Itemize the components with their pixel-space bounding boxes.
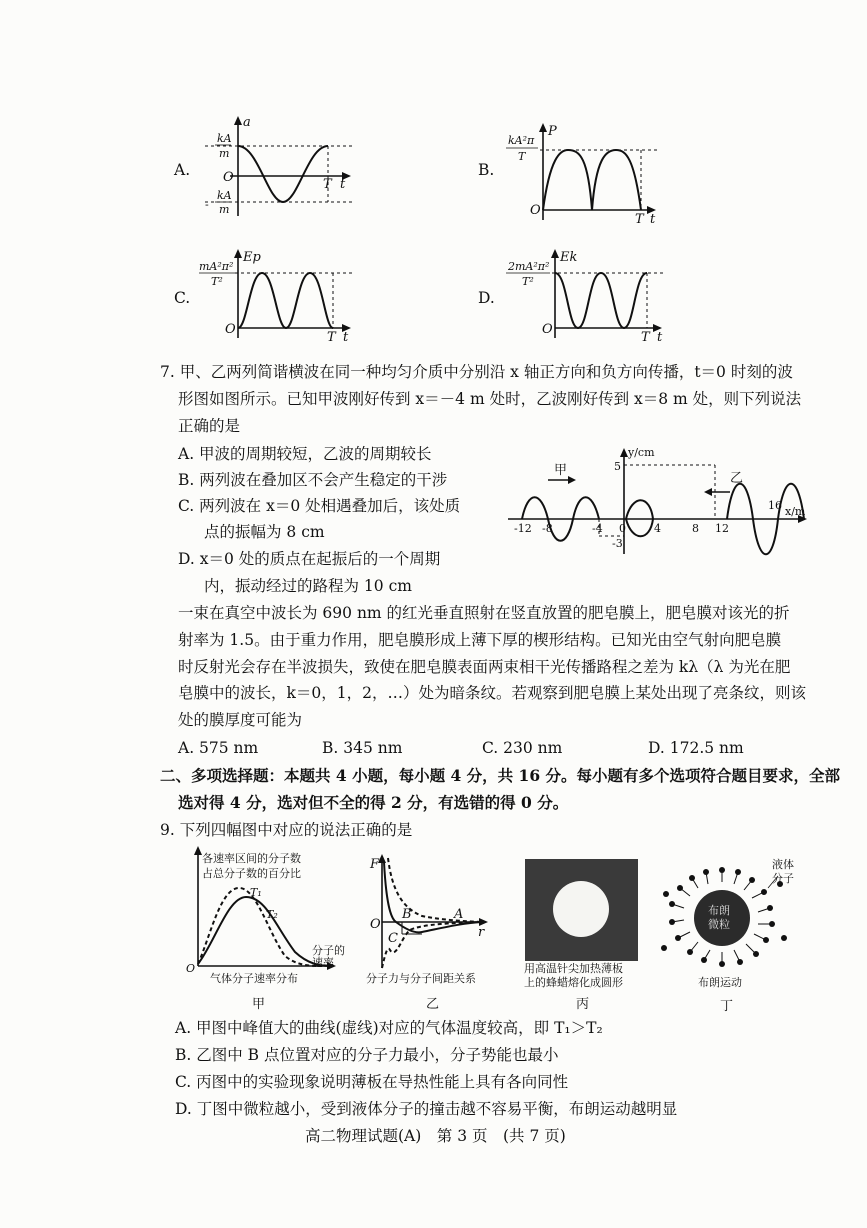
tick-0: 0 <box>619 522 626 535</box>
jia-T1: T₁ <box>250 886 262 899</box>
q8-option-b: B. 345 nm <box>322 739 403 757</box>
graph-option-d <box>500 244 675 344</box>
bing-caption2: 上的蜂蜡熔化成圆形 <box>524 976 623 989</box>
tick-16: 16 <box>768 499 782 512</box>
q7-stem-line1: 7. 甲、乙两列简谐横波在同一种均匀介质中分别沿 x 轴正方向和负方向传播，t＝0 时刻的波 <box>160 363 793 381</box>
top-den: T <box>518 150 526 163</box>
tick-y-neg3: -3 <box>612 537 623 550</box>
top-den: T² <box>211 275 223 288</box>
yi-B: B <box>402 907 412 922</box>
axis-p: P <box>548 124 557 139</box>
bottom-den: m <box>219 203 230 216</box>
axis-a: a <box>243 115 251 130</box>
top-num: kA²π <box>508 134 535 147</box>
tick-8: 8 <box>692 522 699 535</box>
label-T: T <box>641 330 650 344</box>
label-t: t <box>340 177 346 192</box>
axis-ep: Ep <box>243 250 261 265</box>
q8-option-c: C. 230 nm <box>482 739 563 757</box>
label-T: T <box>327 330 336 344</box>
q7-option-b: B. 两列波在叠加区不会产生稳定的干涉 <box>178 471 448 489</box>
ding-name: 丁 <box>720 999 734 1014</box>
bing-name: 丙 <box>576 997 590 1012</box>
tick-neg12: -12 <box>514 522 532 535</box>
jia-origin: O <box>186 962 196 975</box>
option-b-label: B. <box>478 161 495 179</box>
jia-ylabel2: 占总分子数的百分比 <box>202 867 301 880</box>
graph-option-a <box>195 112 365 222</box>
ding-liquid2: 分子 <box>772 872 794 885</box>
q8-stem-line5: 处的膜厚度可能为 <box>178 711 303 729</box>
jia-T2: T₂ <box>266 908 278 921</box>
yi-caption: 分子力与分子间距关系 <box>366 972 476 985</box>
jia-xlabel1: 分子的 <box>312 944 345 957</box>
wave-graph <box>500 442 820 560</box>
ding-particle1: 布朗 <box>708 904 730 917</box>
jia-name: 甲 <box>252 997 266 1012</box>
q8-stem-line2: 射率为 1.5。由于重力作用，肥皂膜形成上薄下厚的楔形结构。已知光由空气射向肥皂膜 <box>178 631 782 649</box>
q7-option-d: D. x＝0 处的质点在起振后的一个周期 <box>178 550 441 568</box>
ding-caption: 布朗运动 <box>698 976 742 989</box>
figure-ding-brownian <box>660 858 810 1014</box>
figure-jia-speed-distribution <box>180 842 345 1012</box>
jia-xlabel2: 速率 <box>312 956 334 969</box>
q7-option-a: A. 甲波的周期较短，乙波的周期较长 <box>178 445 432 463</box>
label-wave-yi: 乙 <box>730 471 744 486</box>
q7-option-d-cont: 内，振动经过的路程为 10 cm <box>204 577 412 595</box>
top-num: 2mA²π² <box>508 260 550 273</box>
ding-liquid1: 液体 <box>772 858 794 871</box>
q9-option-a: A. 甲图中峰值大的曲线(虚线)对应的气体温度较高，即 T₁＞T₂ <box>175 1019 603 1037</box>
yi-r: r <box>478 925 485 940</box>
q8-stem-line4: 皂膜中的波长，k＝0，1，2，…）处为暗条纹。若观察到肥皂膜上某处出现了亮条纹，则该 <box>178 684 806 702</box>
label-wave-jia: 甲 <box>554 463 568 478</box>
option-d-label: D. <box>478 289 495 307</box>
q7-stem-line3: 正确的是 <box>178 417 241 435</box>
tick-4: 4 <box>654 522 661 535</box>
yi-C: C <box>388 931 398 946</box>
q7-option-c-cont: 点的振幅为 8 cm <box>204 523 325 541</box>
section2-heading-line1: 二、多项选择题：本题共 4 小题，每小题 4 分，共 16 分。每小题有多个选项符合题目要求，全部 <box>160 766 841 785</box>
q9-option-b: B. 乙图中 B 点位置对应的分子力最小，分子势能也最小 <box>175 1046 559 1064</box>
melted-wax-circle <box>553 881 609 937</box>
q7-option-c: C. 两列波在 x＝0 处相遇叠加后，该处质 <box>178 497 461 515</box>
axis-y-label: y/cm <box>628 446 655 459</box>
axis-x-label: x/m <box>785 505 806 518</box>
option-a-label: A. <box>174 161 191 179</box>
q9-option-c: C. 丙图中的实验现象说明薄板在导热性能上具有各向同性 <box>175 1073 569 1091</box>
top-num: kA <box>217 132 232 145</box>
label-t: t <box>657 330 663 344</box>
yi-O: O <box>370 917 381 932</box>
tick-12: 12 <box>715 522 729 535</box>
minus-sign: - <box>205 198 209 211</box>
bottom-num: kA <box>217 189 232 202</box>
q7-stem-line2: 形图如图所示。已知甲波刚好传到 x＝－4 m 处时，乙波刚好传到 x＝8 m 处，则下列说法 <box>178 390 802 408</box>
bing-caption1: 用高温针尖加热薄板 <box>524 962 623 975</box>
top-den: T² <box>522 275 534 288</box>
jia-caption: 气体分子速率分布 <box>210 972 298 985</box>
top-den: m <box>219 147 230 160</box>
origin: O <box>223 170 234 185</box>
axis-ek: Ek <box>560 250 578 265</box>
label-T: T <box>323 177 332 192</box>
graph-option-b <box>500 118 670 226</box>
q8-stem-line3: 时反射光会存在半波损失，致使在肥皂膜表面两束相干光传播路程之差为 kλ（λ 为光在肥 <box>178 658 791 676</box>
option-c-label: C. <box>174 289 191 307</box>
q8-stem-line1: 一束在真空中波长为 690 nm 的红光垂直照射在竖直放置的肥皂膜上，肥皂膜对该光的折 <box>178 604 790 622</box>
q9-option-d: D. 丁图中微粒越小，受到液体分子的撞击越不容易平衡，布朗运动越明显 <box>175 1100 678 1118</box>
graph-option-c <box>195 244 370 344</box>
page-footer: 高二物理试题(A) 第 3 页 (共 7 页) <box>305 1127 566 1145</box>
tick-neg4: -4 <box>592 522 603 535</box>
label-t: t <box>343 330 349 344</box>
figure-yi-force-distance <box>362 850 502 1012</box>
label-t: t <box>650 212 656 226</box>
top-num: mA²π² <box>199 260 234 273</box>
origin: O <box>225 322 236 337</box>
q9-stem: 9. 下列四幅图中对应的说法正确的是 <box>160 821 413 839</box>
yi-F: F <box>370 857 380 872</box>
tick-neg8: -8 <box>542 522 553 535</box>
yi-name: 乙 <box>426 997 440 1012</box>
figure-bing-photo <box>525 859 638 961</box>
origin: O <box>542 322 553 337</box>
ding-particle2: 微粒 <box>708 918 730 931</box>
figure-bing-caption <box>520 960 650 1012</box>
origin: O <box>530 203 541 218</box>
tick-y5: 5 <box>614 460 621 473</box>
q8-option-d: D. 172.5 nm <box>648 739 744 757</box>
label-T: T <box>635 212 644 226</box>
section2-heading-line2: 选对得 4 分，选对但不全的得 2 分，有选错的得 0 分。 <box>178 793 569 812</box>
yi-A: A <box>454 907 464 922</box>
jia-ylabel1: 各速率区间的分子数 <box>202 852 301 865</box>
q8-option-a: A. 575 nm <box>178 739 259 757</box>
